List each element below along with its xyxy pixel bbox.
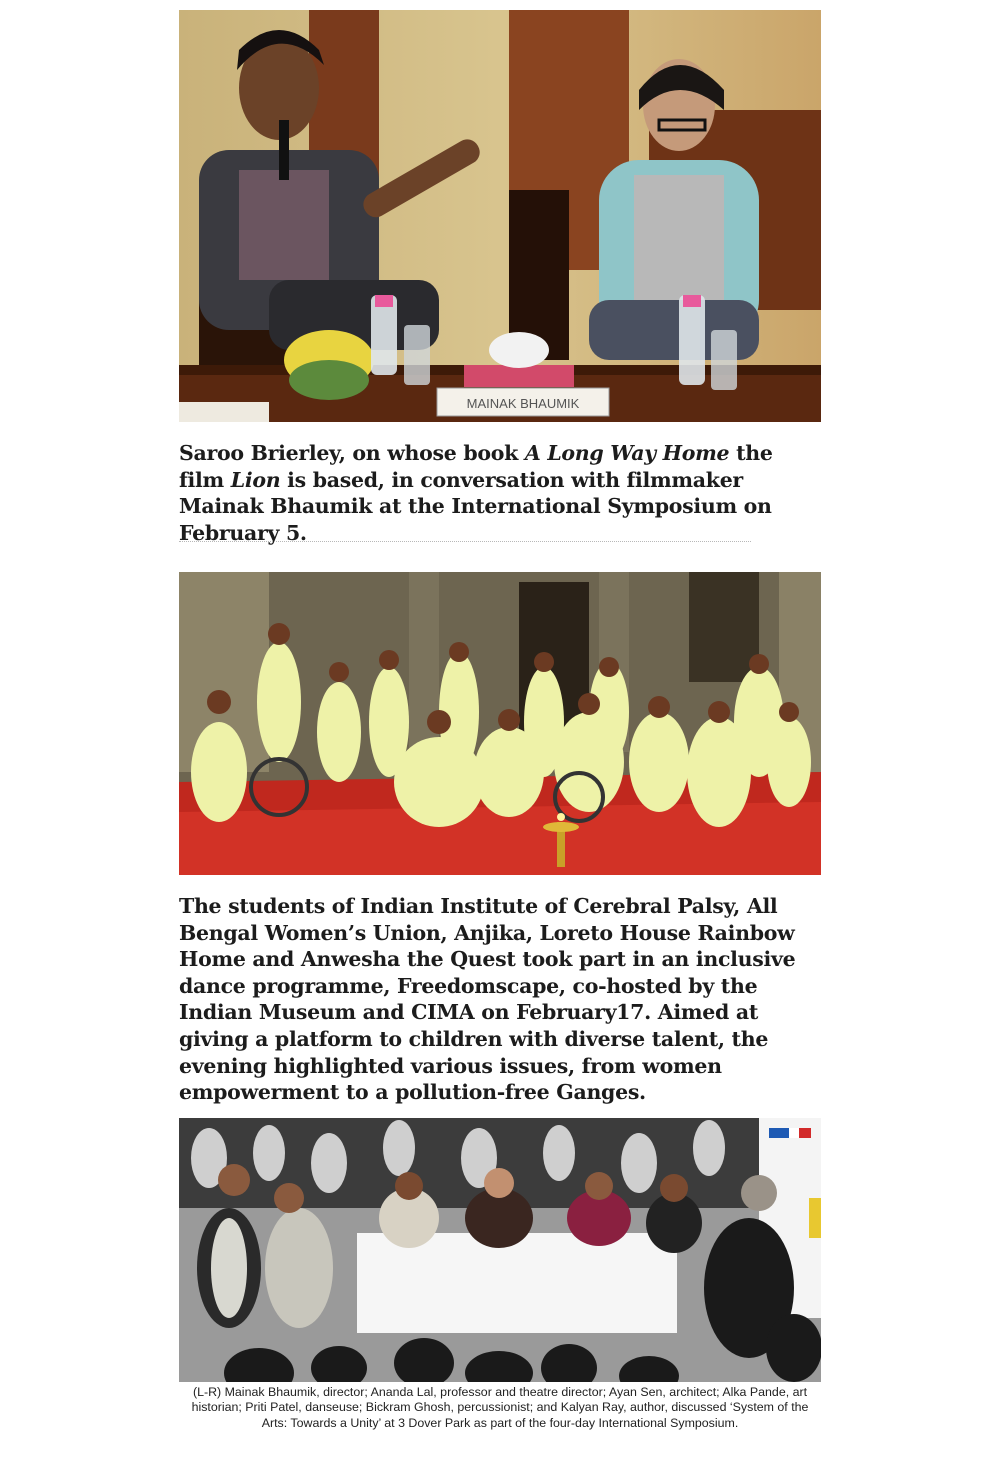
photo-panel-discussion-image	[179, 1118, 821, 1382]
caption-dance-programme: The students of Indian Institute of Cerebral Palsy, All Bengal Women’s Union, Anjika, Loreto House Rainbow Home and Anwesha the Quest took part in an inclusive dance programme, Freedomscape, co-hosted by the Indian Museum and CIMA on February17. Aimed at giving a platform to children with diverse talent, the evening highlighted various issues, from women empowerment to a pollution-free Ganges.	[179, 894, 796, 1105]
photo-dance-performance	[179, 572, 821, 875]
divider	[179, 541, 751, 542]
photo-panel-discussion	[179, 1118, 821, 1382]
caption-text-part3: is based, in conversation with filmmaker Mainak Bhaumik at the International Symposium on February 5.	[179, 467, 772, 545]
caption-text-part1: Saroo Brierley, on whose book	[179, 441, 525, 465]
name-placard-text: MAINAK BHAUMIK	[466, 396, 580, 411]
book-title: A Long Way Home	[524, 441, 730, 465]
film-title: Lion	[230, 467, 281, 492]
photo-conversation	[179, 10, 821, 422]
photo-conversation-image	[179, 10, 821, 422]
caption-panel-discussion: (L-R) Mainak Bhaumik, director; Ananda Lal, professor and theatre director; Ayan Sen, architect; Alka Pande, art historian; Priti Patel, danseuse; Bickram Ghosh, percussionist; and Kalyan Ray, author, discussed ‘System of the Arts: Towards a Unity’ at 3 Dover Park as part of the four-day International Symposium.	[191, 1385, 809, 1430]
caption-text-part2: the film	[179, 441, 773, 492]
caption-conversation	[179, 440, 819, 546]
photo-dance-performance-image	[179, 572, 821, 875]
